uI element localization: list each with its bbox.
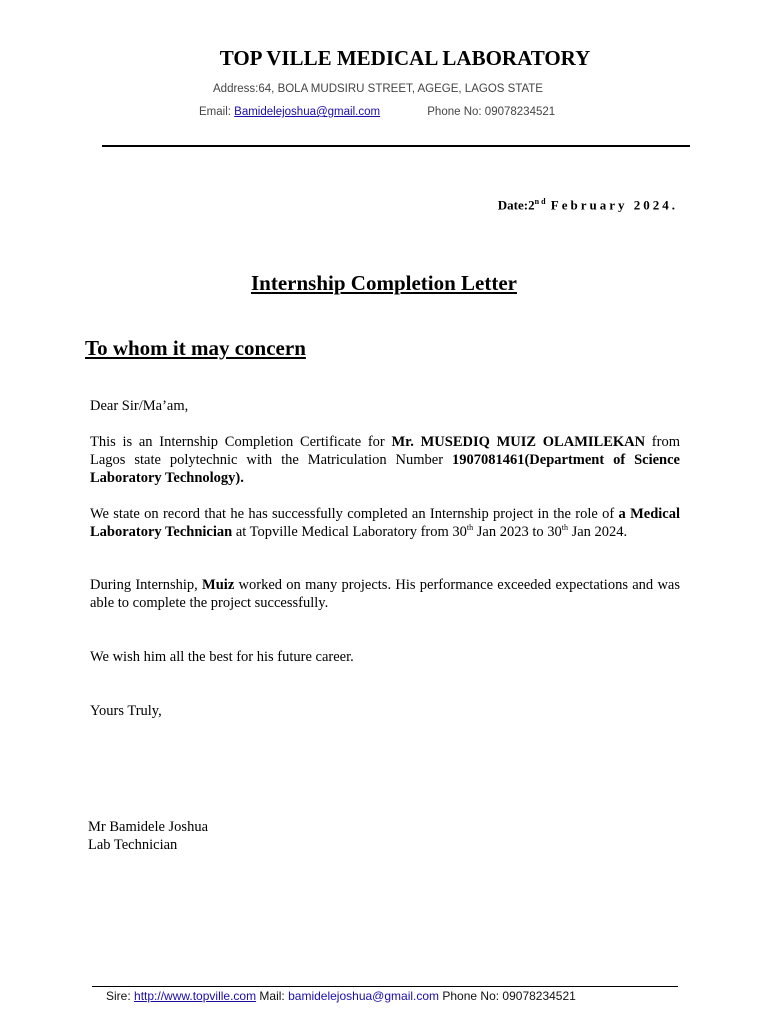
role-text-2: at Topville Medical Laboratory from 30: [232, 524, 467, 540]
contact-line: [199, 106, 555, 118]
footer-divider: [92, 986, 678, 987]
salutation-heading: To whom it may concern: [85, 336, 306, 360]
student-first-name: Muiz: [202, 577, 235, 593]
student-name: Mr. MUSEDIQ MUIZ OLAMILEKAN: [391, 434, 646, 450]
intro-text: This is an Internship Completion Certificate for: [90, 434, 392, 450]
footer-email[interactable]: bamidelejoshua@gmail.com: [288, 989, 440, 1003]
paragraph-intro: [90, 433, 680, 487]
paragraph-wishes: We wish him all the best for his future career.: [90, 649, 354, 665]
closing: Yours Truly,: [90, 703, 162, 719]
address-line: Address:64, BOLA MUDSIRU STREET, AGEGE, LAGOS STATE: [213, 83, 543, 95]
signatory-name: Mr Bamidele Joshua: [88, 819, 209, 835]
performance-text: During Internship,: [90, 577, 203, 593]
date-suffix: nd: [534, 197, 548, 206]
role-text-3: Jan 2023 to 30: [473, 524, 562, 540]
organization-name: TOP VILLE MEDICAL LABORATORY: [219, 46, 591, 70]
site-label: Sire:: [106, 989, 131, 1003]
ordinal-suffix: th: [466, 523, 474, 533]
letter-date: [498, 197, 678, 213]
greeting: Dear Sir/Ma’am,: [90, 398, 189, 414]
mail-label: Mail:: [259, 989, 285, 1003]
ordinal-suffix: th: [561, 523, 568, 533]
header-divider: [102, 145, 690, 147]
date-prefix: Date:: [497, 197, 529, 213]
role-text: We state on record that he has successfully completed an Internship project in the role of: [90, 506, 619, 522]
site-link[interactable]: http://www.topville.com: [134, 989, 257, 1003]
date-day: 2: [528, 197, 535, 213]
phone-number: Phone No: 09078234521: [427, 106, 556, 118]
paragraph-role: [90, 505, 680, 541]
signatory-role: Lab Technician: [88, 837, 178, 853]
matric-number: 1907081461(Department of Science Laboratory Technology).: [90, 452, 680, 486]
role-text-4: Jan 2024.: [567, 524, 628, 540]
letter-title: Internship Completion Letter: [251, 271, 517, 295]
email-link[interactable]: Bamidelejoshua@gmail.com: [234, 106, 381, 118]
date-month-year: February 2024.: [550, 197, 678, 213]
intro-text-2: from Lagos state polytechnic with the Matriculation Number: [90, 434, 680, 468]
role-title: a Medical Laboratory Technician: [90, 506, 680, 540]
footer: [106, 989, 576, 1003]
paragraph-performance: [90, 576, 680, 612]
performance-text-2: worked on many projects. His performance exceeded expectations and was able to complete the project successfully.: [90, 577, 680, 611]
footer-phone: Phone No: 09078234521: [442, 989, 576, 1003]
email-label: Email:: [199, 106, 231, 118]
